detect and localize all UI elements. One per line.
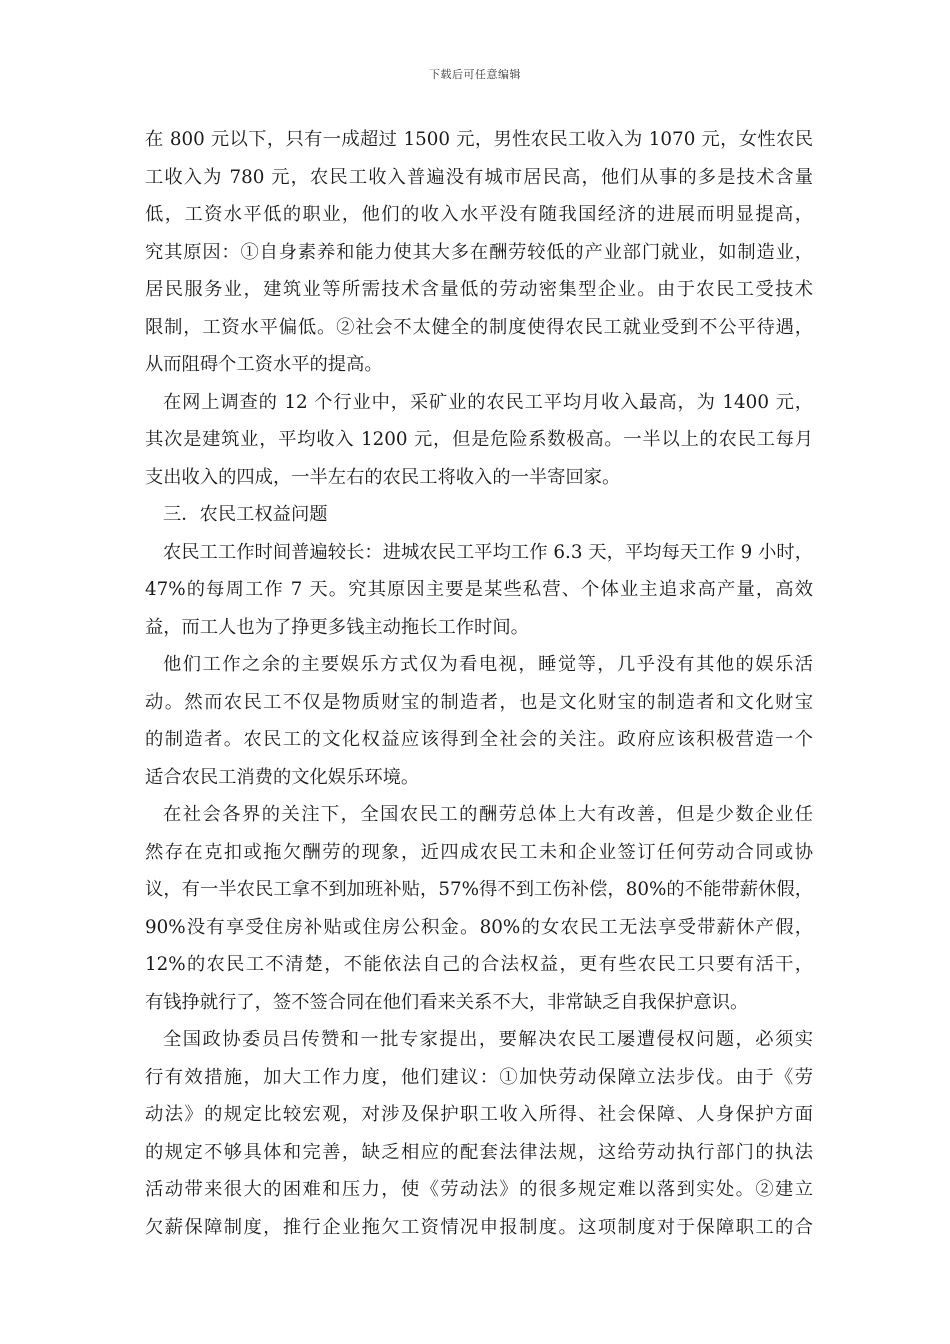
text-line: 农民工工作时间普遍较长：进城农民工平均工作 6.3 天，平均每天工作 9 小时， [163,541,813,563]
text-line: 低，工资水平低的职业，他们的收入水平没有随我国经济的进展而明显提高， [145,204,813,225]
text-line: 从而阻碍个工资水平的提高。 [145,354,383,375]
text-line: 47%的每周工作 7 天。究其原因主要是某些私营、个体业主追求高产量，高效 [145,579,813,600]
text-line: 在网上调查的 12 个行业中，采矿业的农民工平均月收入最高，为 1400 元， [163,391,813,413]
text-line: 他们工作之余的主要娱乐方式仅为看电视，睡觉等，几乎没有其他的娱乐活 [163,654,813,675]
text-line: 支出收入的四成，一半左右的农民工将收入的一半寄回家。 [145,466,621,488]
text-line: 然存在克扣或拖欠酬劳的现象，近四成农民工未和企业签订任何劳动合同或协 [145,841,813,863]
text-line: 的规定不够具体和完善，缺乏相应的配套法律法规，这给劳动执行部门的执法 [145,1141,813,1163]
text-line: 动法》的规定比较宏观，对涉及保护职工收入所得、社会保障、人身保护方面 [145,1104,813,1125]
text-line: 工收入为 780 元，农民工收入普遍没有城市居民高，他们从事的多是技术含量 [145,166,813,188]
text-line: 全国政协委员吕传赞和一批专家提出，要解决农民工屡遭侵权问题，必须实 [163,1029,813,1050]
text-line: 在 800 元以下，只有一成超过 1500 元，男性农民工收入为 1070 元，女性农民 [145,129,813,150]
text-line: 在社会各界的关注下，全国农民工的酬劳总体上大有改善，但是少数企业任 [163,804,813,825]
text-line: 议，有一半农民工拿不到加班补贴，57%得不到工伤补偿，80%的不能带薪休假， [145,879,813,900]
text-line: 适合农民工消费的文化娱乐环境。 [145,766,420,788]
text-line: 其次是建筑业，平均收入 1200 元，但是危险系数极高。一半以上的农民工每月 [145,429,813,450]
text-line: 的制造者。农民工的文化权益应该得到全社会的关注。政府应该积极营造一个 [145,729,813,750]
text-line: 三．农民工权益问题 [163,504,328,525]
document-body [145,121,813,1246]
text-line: 究其原因：①自身素养和能力使其大多在酬劳较低的产业部门就业，如制造业， [145,241,813,263]
text-line: 益，而工人也为了挣更多钱主动拖长工作时间。 [145,616,529,638]
text-line: 12%的农民工不清楚，不能依法自己的合法权益，更有些农民工只要有活干， [145,954,813,975]
text-line: 限制，工资水平偏低。②社会不太健全的制度使得农民工就业受到不公平待遇， [145,316,813,338]
text-line: 动。然而农民工不仅是物质财宝的制造者，也是文化财宝的制造者和文化财宝 [145,691,813,713]
page-header: 下载后可任意编辑 [429,68,521,81]
text-line: 行有效措施，加大工作力度，他们建议：①加快劳动保障立法步伐。由于《劳 [145,1066,813,1088]
text-line: 活动带来很大的困难和压力，使《劳动法》的很多规定难以落到实处。②建立 [145,1179,813,1200]
text-line: 居民服务业，建筑业等所需技术含量低的劳动密集型企业。由于农民工受技术 [145,279,813,300]
text-line: 欠薪保障制度，推行企业拖欠工资情况申报制度。这项制度对于保障职工的合 [145,1216,813,1238]
text-line: 90%没有享受住房补贴或住房公积金。80%的女农民工无法享受带薪休产假， [145,916,813,938]
text-line: 有钱挣就行了，签不签合同在他们看来关系不大，非常缺乏自我保护意识。 [145,991,749,1013]
